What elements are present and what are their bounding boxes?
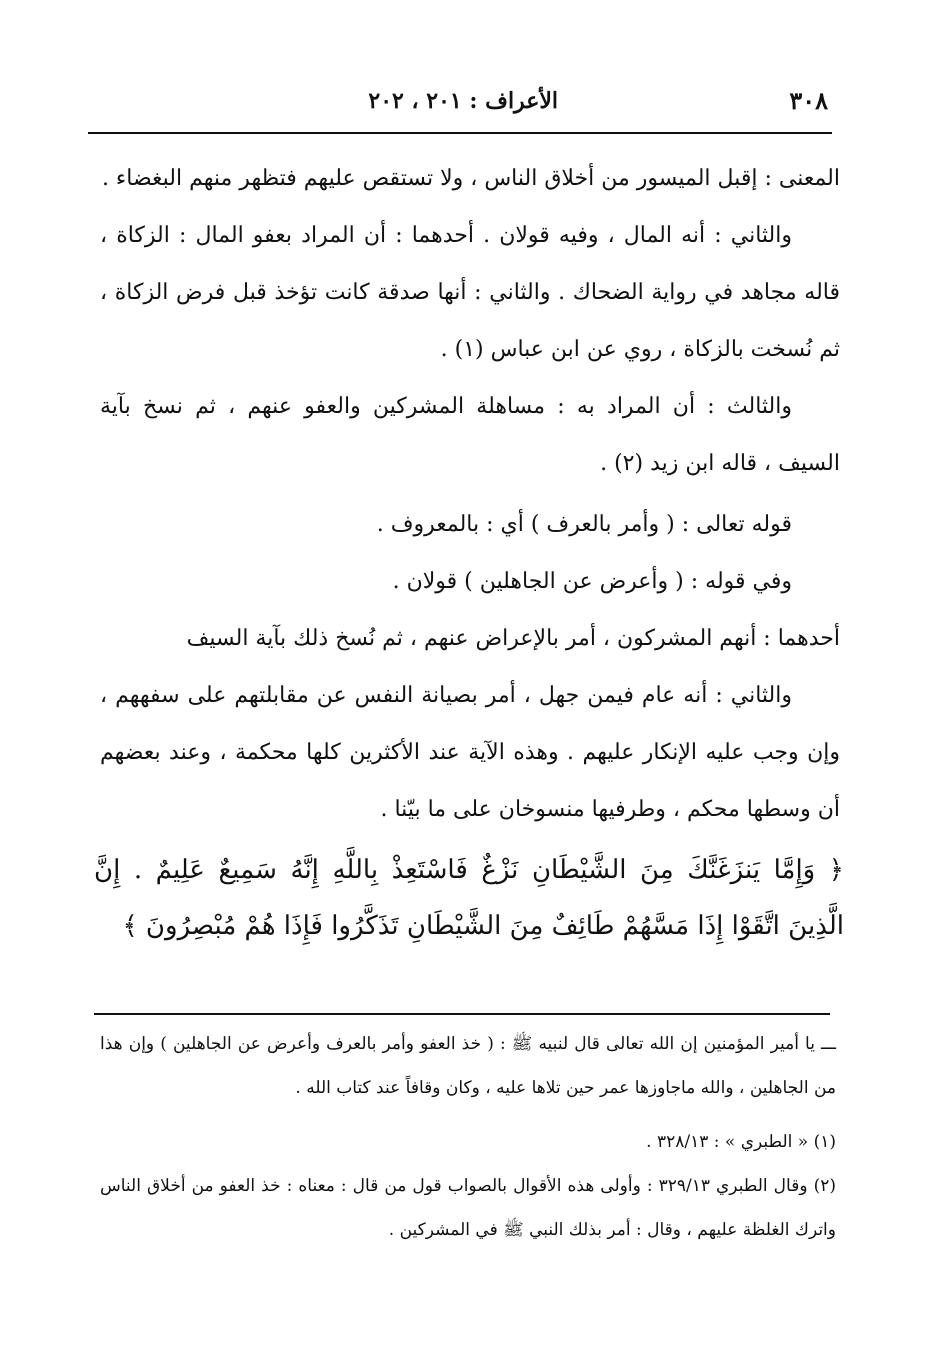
footnote-continuation: ـــ يا أمير المؤمنين إن الله تعالى قال لنبيه ﷺ : ( خذ العفو وأمر بالعرف وأعرض عن الجاهلين ) وإن هذا من الجاهلين ، والله ماجاوزها عمر حين تلاها عليه ، وكان وقافاً عند كتاب الله . <box>100 1034 836 1098</box>
paragraph: وفي قوله : ( وأعرض عن الجاهلين ) قولان . <box>392 569 792 594</box>
running-head: الأعراف : ٢٠١ ، ٢٠٢ <box>368 88 558 114</box>
paragraph: أحدهما : أنهم المشركون ، أمر بالإعراض عنهم ، ثم نُسخ ذلك بآية السيف <box>186 626 840 651</box>
main-text <box>100 150 840 838</box>
quran-verse: ﴿ وَإِمَّا يَنزَغَنَّكَ مِنَ الشَّيْطَانِ نَزْغٌ فَاسْتَعِذْ بِاللَّهِ إِنَّهُ سَمِيعٌ عَلِيمٌ . إِنَّ الَّذِينَ اتَّقَوْا إِذَا مَسَّهُمْ طَائِفٌ مِنَ الشَّيْطَانِ تَذَكَّرُوا فَإِذَا هُمْ مُبْصِرُونَ ﴾ <box>94 855 844 941</box>
page-header <box>88 86 828 126</box>
footnote-2: (٢) وقال الطبري ٣٢٩/١٣ : وأولى هذه الأقوال بالصواب قول من قال : معناه : خذ العفو من أخلاق الناس واترك الغلظة عليهم ، وقال : أمر بذلك النبي ﷺ في المشركين . <box>100 1176 836 1240</box>
footnote-1: (١) « الطبري » : ٣٢٨/١٣ . <box>646 1132 836 1152</box>
footnotes <box>100 1022 836 1252</box>
paragraph: والثالث : أن المراد به : مساهلة المشركين والعفو عنهم ، ثم نسخ بآية السيف ، قاله ابن زيد (٢) . <box>100 394 840 476</box>
paragraph: والثاني : أنه عام فيمن جهل ، أمر بصيانة النفس عن مقابلتهم على سفههم ، وإن وجب عليه الإنكار عليهم . وهذه الآية عند الأكثرين كلها محكمة ، وعند بعضهم أن وسطها محكم ، وطرفيها منسوخان على ما بيّنا . <box>100 683 840 822</box>
paragraph: والثاني : أنه المال ، وفيه قولان . أحدهما : أن المراد بعفو المال : الزكاة ، قاله مجاهد في رواية الضحاك . والثاني : أنها صدقة كانت تؤخذ قبل فرض الزكاة ، ثم نُسخت بالزكاة ، روي عن ابن عباس (١) . <box>100 223 840 362</box>
header-rule <box>88 132 832 134</box>
footnote-rule <box>94 1013 830 1015</box>
paragraph: المعنى : إقبل الميسور من أخلاق الناس ، ولا تستقص عليهم فتظهر منهم البغضاء . <box>101 166 840 191</box>
paragraph: قوله تعالى : ( وأمر بالعرف ) أي : بالمعروف . <box>376 512 792 537</box>
page-number: ٣٠٨ <box>789 86 828 115</box>
